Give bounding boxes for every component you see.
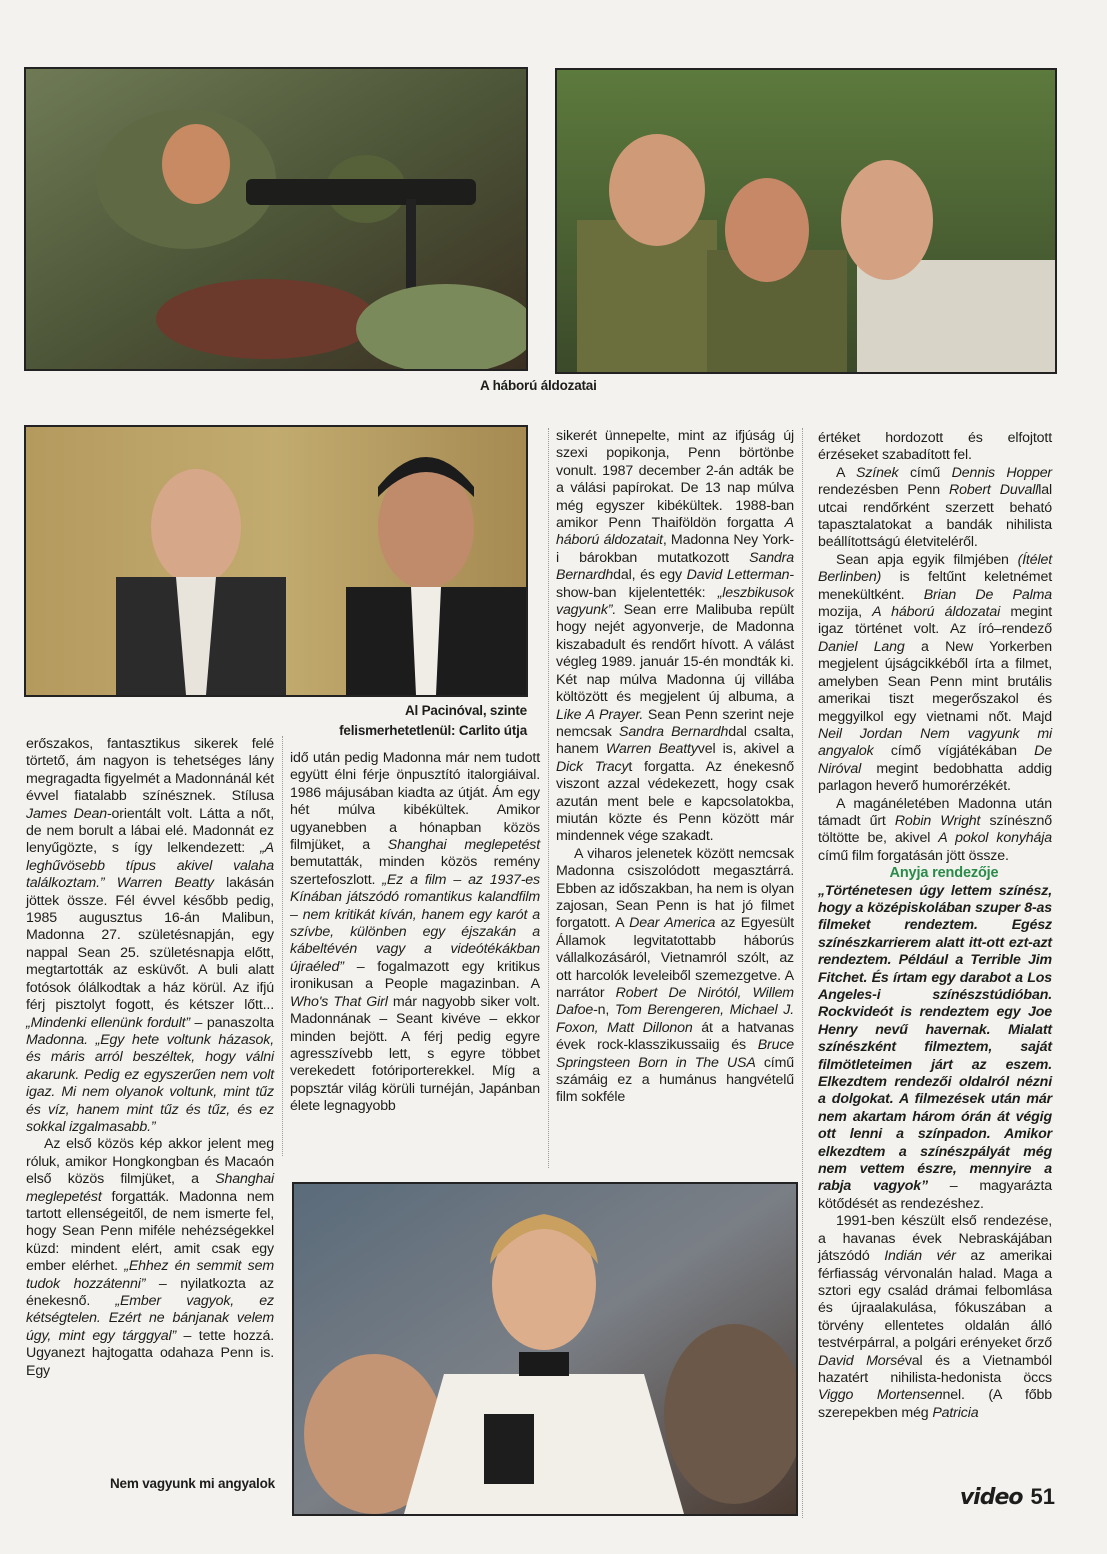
photo-war-soldiers-machine-gun: [24, 67, 528, 371]
paragraph: A magánéletében Madonna után támadt űrt Robin Wright színésznő töltötte be, akivel A pokol konyhája című film forgatásán jött össze.: [818, 795, 1052, 864]
text-column-3: [556, 428, 794, 1107]
paragraph: A Színek című Dennis Hopper rendezésben Penn Robert Duvalllal utcai rendőrként szerzett beható tapasztalatokat a bandák nihilista beállítottságú életviteléről.: [818, 464, 1053, 551]
paragraph: erőszakos, fantasztikus sikerek felé törtető, ám nagyon is tehetséges lány megragadta figyelmét a Madonnánál két évvel fiatalabb színésznek. Stílusa James Dean-orientált volt. Látta a nőt, de nem borult a lábai elé. Madonnát ez lenyűgözte, s így lelkendezett: „A leghűvösebb típus akivel valaha találkoztam.” Warren Beatty lakásán jöttek össze. Fél évvel később pedig, 1985 augusztus 16-án Malibun, Madonna 27. születésnapján, egy nappal Sean 25. születésnapja előtt, megtartották az esküvőt. A buli alatt fotósok ólálkodtak a ház körül. Az ifjú férj pisztolyt fogott, és kétszer lőtt... „Mindenki ellenünk fordult” – panaszolta Madonna. „Egy hete voltunk házasok, és máris arról beszéltek, hogy válni akarunk. Pedig ez egyszerűen nem volt igaz. Mi nem olyanok voltunk, mint tűz és víz, hanem mint tűz és tűz, és ez sokkal izgalmasabb.”: [26, 736, 275, 1135]
text-column-1: [26, 736, 274, 1380]
paragraph: „Történetesen úgy lettem színész, hogy a középiskolában szuper 8-as filmeket rendeztem. Egész színészkarrierem alatt itt-ott ezt-azt rendeztem. Például a Terrible Jim Fitchet. És írtam egy darabot a Los Angeles-i színészstúdióban. Rockvideót is rendeztem egy Joe Henry nevű havernak. Mialatt színészként filmeztem, saját filmötleteimen járt az eszem. Elkezdtem rendezői oldalról nézni a dolgokat. A filmezések után már nem akartam három órán át végig ott lenni a színpadon. Amikor elkezdtem a színészpályát még nem vettem észre, mennyire a rabja vagyok” – magyarázta kötődését as rendezéshez.: [818, 882, 1053, 1212]
caption-war: A háború áldozatai: [480, 378, 597, 393]
magazine-logo: video: [959, 1485, 1023, 1510]
caption-pacino-line-1: Al Pacinóval, szinte: [404, 703, 527, 718]
photo-angels-priest: [292, 1182, 798, 1516]
paragraph: 1991-ben készült első rendezése, a havanas évek Nebraskájában játszódó Indián vér az amerikai férfiasság vérvonalán halad. Maga a sztori egy család drámai felbomlása és újraalakulása, fókuszában a törvény ellentetes oldalán álló testvérpárral, a polgári erényeket őrző David Morséval és a Vietnamból hazatért nihilista-hedonista öccs Viggo Mortensennel. (A főbb szerepekben még Patricia: [818, 1213, 1052, 1421]
paragraph: Sean apja egyik filmjében (Ítélet Berlinben) is feltűnt keletnémet menekültként. Brian De Palma mozija, A háború áldozatai megint igaz történet volt. Az író–rendező Daniel Lang a New Yorkerben megjelent újságcikkéből írta a filmet, amelyben Sean Penn mint brutális amerikai tiszt megerőszakol és meggyilkol egy vietnami nőt. Majd Neil Jordan Nem vagyunk mi angyalok címő vígjátékában De Niróval megint bedobhatta addig parlagon heverő humorérzékét.: [818, 551, 1053, 795]
paragraph: értéket hordozott és elfojtott érzéseket szabadított fel.: [818, 430, 1052, 464]
text-column-2: [290, 750, 540, 1116]
caption-angels: Nem vagyunk mi angyalok: [110, 1476, 275, 1491]
paragraph: sikerét ünnepelte, mint az ifjúság új szexi popikonja, Penn börtönbe vonult. 1987 december 2-án adták be a válási papírokat. De 13 nap múlva még egyszer kibékültek. 1988-ban amikor Penn Thaiföldön forgatta A háború áldozatait, Madonna Ney York-i bárokban mutatkozott Sandra Bernardhdal, és egy David Letterman-show-ban kijelentették: „leszbikusok vagyunk”. Sean erre Malibuba repült hogy nejét agyonverje, de Madonna kiszabadult és rendőrt hívott. A válást végleg 1989. január 15-én mondták ki. Két nap múlva Madonna új villába költözött és megjelent új albuma, a Like A Prayer. Sean Penn szerint neje nemcsak Sandra Bernardhdal csalta, hanem Warren Beattyvel is, akivel a Dick Tracyt forgatta. Az énekesnő viszont azzal védekezett, hogy csak azután ment bele e kapcsolatokba, miután közte és Penn között már mindennek vége szakadt.: [556, 428, 795, 845]
caption-pacino: [339, 701, 527, 741]
column-rule: [548, 428, 549, 1168]
column-rule: [802, 428, 803, 1518]
photo-war-three-soldiers: [555, 68, 1057, 374]
page-number: 51: [1030, 1484, 1055, 1509]
paragraph: idő után pedig Madonna már nem tudott együtt élni férje önpusztító italorgiáival. 1986 májusában kiadta az útját. Ám egy hét múlva kibékültek. Amikor ugyanebben a hónapban közös filmjüket, a Shanghai meglepetést bemutatták, minden közös remény szertefoszlott. „Ez a film – az 1937-es Kínában játszódó romantikus kalandfilm – nem kritikát kíván, hanem egy karót a szívbe, különben egy éjszakán a kábeltévén vagy a videótékákban újraéled” – fogalmazott egy kritikus ironikusan a People magazinban. A Who's That Girl már nagyobb siker volt. Madonnának – Seant kivéve – ekkor minden bejött. A férj pedig egyre agresszívebb lett, s egyre többet verekedett fotóriporterekkel. Míg a popsztár világ körüli turnéján, Japánban élete legnagyobb: [290, 750, 540, 1115]
column-rule: [282, 736, 283, 1156]
caption-pacino-line-2: felismerhetetlenül: Carlito útja: [339, 723, 527, 738]
page-footer: [960, 1484, 1055, 1510]
paragraph: A viharos jelenetek között nemcsak Madonna csiszolódott megasztárrá. Ebben az időszakban, ha nem is olyan zajosan, Sean Penn is hat jó filmet forgatott. A Dear America az Egyesült Államok legvitatottabb háborús vállalkozásáról, Vietnamról szólt, az ott harcolók leveleiből szemezgetve. A narrátor Robert De Nirótól, Willem Dafoe-n, Tom Berengeren, Michael J. Foxon, Matt Dillonon át a hatvanas évek rock-klasszikussaiig és Bruce Springsteen Born in The USA című számáig ez a humánus hangvételű film sokféle: [556, 845, 794, 1106]
text-column-4: [818, 430, 1052, 1422]
subheading: Anyja rendezője: [889, 865, 999, 882]
paragraph: Az első közös kép akkor jelent meg róluk, amikor Hongkongban és Macaón első közös filmjüket, a Shanghai meglepetést forgatták. Madonna nem tartott ellenségeitől, de nem ismerte fel, hogy Sean Penn miféle nehézségekkel küzd: mindent elért, amit csak egy ember elérhet. „Ehhez én semmit sem tudok hozzátenni” – nyilatkozta az énekesnő. „Ember vagyok, ez kétségtelen. Ezért ne bánjanak velem úgy, mint egy tárggyal” – tette hozzá. Ugyanezt hajtogatta odahaza Penn is. Egy: [26, 1136, 275, 1379]
photo-pacino-carlito: [24, 425, 528, 697]
